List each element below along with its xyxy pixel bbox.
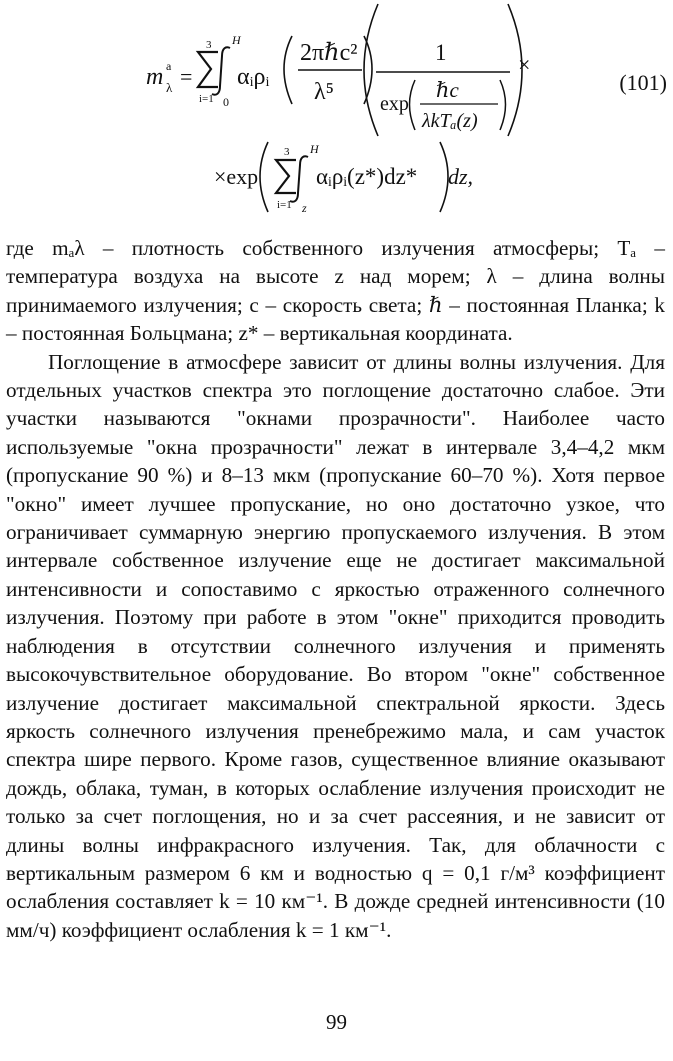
- paren-open-2: [364, 4, 378, 136]
- eq-line2-tail: dz,: [448, 164, 474, 189]
- eq-line2-sum-upper: 3: [284, 146, 290, 158]
- eq-inner-denominator: λkTₐ(z): [422, 110, 478, 132]
- equation-101: [0, 0, 673, 222]
- eq-int-lower: 0: [223, 95, 229, 109]
- eq-exp-label: exp: [380, 93, 409, 115]
- equation-number: (101): [619, 70, 667, 95]
- eq-lhs-superscript: a: [166, 59, 172, 73]
- paren-close-4: [440, 142, 448, 212]
- paren-open-1: [284, 36, 292, 104]
- equation-block: [0, 0, 673, 222]
- definitions-paragraph: где mₐλ – плотность собственного излучения атмосферы; Tₐ – температура воздуха на высоте z над морем; λ – длина волны принимаемого излучения; c – скорость света; ℏ – постоянная Планка; k – постоянная Больцмана; z* – вертикальная координата.: [6, 236, 665, 346]
- eq-lhs-symbol: m: [146, 64, 164, 90]
- eq-frac1-denominator: λ⁵: [314, 79, 335, 105]
- sum-sign: [198, 52, 218, 87]
- eq-sum-upper: 3: [206, 39, 212, 51]
- eq-inner-numerator: ℏc: [436, 78, 459, 102]
- main-paragraph: Поглощение в атмосфере зависит от длины волны излучения. Для отдельных участков спектра это поглощение достаточно слабое. Эти участки называются "окнами прозрачности". Наиболее часто используемые "окна прозрачности" лежат в интервале 3,4–4,2 мкм (пропускание 90 %) и 8–13 мкм (пропускание 60–70 %). Хотя первое "окно" имеет лучшее пропускание, но оно достаточно узкое, что ограничивает суммарную энергию пропускаемого излучения. В этом интервале собственное излучение еще не достигает максимальной интенсивности и сопоставимо с яркостью отраженного солнечного излучения. Поэтому при работе в этом "окне" приходится проводить наблюдения в отсутствии солнечного излучения и применять высокочувствительное оборудование. Во втором "окне" собственное излучение достигает максимальной спектральной яркости. Здесь яркость солнечного излучения пренебрежимо мала, и сам участок спектра шире первого. Кроме газов, существенное влияние оказывают дождь, облака, туман, в которых ослабление излучения происходит не только за счет поглощения, но и за счет рассеяния, и не зависит от длины волны инфракрасного излучения. Так, для облачности с вертикальным размером 6 км и водностью q = 0,1 г/м³ коэффициент ослабления составляет k = 10 км⁻¹. В дожде средней интенсивности (10 мм/ч) коэффициент ослабления k = 1 км⁻¹.: [6, 349, 665, 942]
- eq-frac2-numerator: 1: [435, 40, 447, 65]
- eq-line2-times-exp: ×exp: [214, 164, 259, 189]
- page-number: 99: [326, 1010, 347, 1034]
- sum-sign-2: [276, 160, 296, 193]
- eq-sum-lower: i=1: [199, 93, 214, 105]
- eq-int-upper: H: [232, 33, 241, 47]
- eq-line2-sum-lower: i=1: [277, 199, 292, 211]
- integral-sign-2: [290, 156, 308, 201]
- paren-open-3: [410, 80, 416, 130]
- eq-line2-int-upper: H: [310, 142, 319, 156]
- eq-lhs-subscript: λ: [166, 80, 173, 95]
- eq-times: ×: [518, 52, 531, 77]
- paren-open-4: [260, 142, 268, 212]
- body-text: [6, 234, 665, 944]
- eq-line2-integrand: αᵢρᵢ(z*)dz*: [316, 164, 418, 189]
- eq-alpha-rho: αᵢρᵢ: [237, 64, 270, 90]
- eq-equals: =: [180, 64, 193, 89]
- eq-line2-int-lower: z: [302, 201, 307, 215]
- paren-close-3: [500, 80, 506, 130]
- eq-frac1-numerator: 2πℏc²: [300, 40, 358, 66]
